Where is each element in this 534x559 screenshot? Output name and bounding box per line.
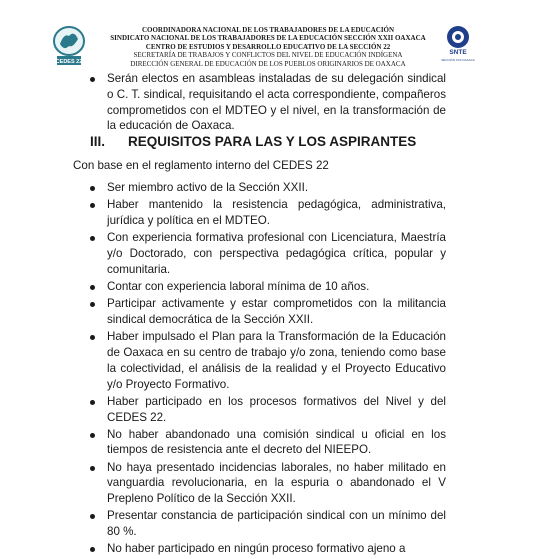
header-line-5: DIRECCIÓN GENERAL DE EDUCACIÓN DE LOS PUEBLOS ORIGINARIOS DE OAXACA [130, 59, 406, 68]
cedes-logo-icon [52, 24, 86, 68]
section-intro: Con base en el reglamento interno del CEDES 22 [73, 159, 329, 172]
snte-logo-text: SNTE [449, 49, 467, 56]
list-item: Serán electos en asambleas instaladas de su delegación sindical o C. T. sindical, requisitando el acta correspondiente, compañeros comprometidos con el MDTEO y el nivel, en la transformación de la educación de Oaxaca. [0, 71, 534, 134]
list-item: Haber mantenido la resistencia pedagógica, administrativa, jurídica y política en el MDTEO. [0, 197, 534, 229]
list-item: Presentar constancia de participación sindical con un mínimo del 80 %. [0, 508, 534, 540]
top-bullet-list [0, 71, 534, 136]
list-item: Haber impulsado el Plan para la Transformación de la Educación de Oaxaca en su centro de trabajo y/o zona, teniendo como base la colectividad, el análisis de la realidad y el Proyecto Educativo y/o Proyecto Formativo. [0, 329, 534, 392]
requirements-list [0, 180, 534, 559]
section-title: REQUISITOS PARA LAS Y LOS ASPIRANTES [128, 134, 417, 149]
list-item: Con experiencia formativa profesional con Licenciatura, Maestría y/o Doctorado, con perspectiva pedagógica crítica, popular y comunitaria. [0, 230, 534, 277]
list-item: Participar activamente y estar comprometidos con la militancia sindical democrática de la Sección XXII. [0, 296, 534, 328]
bullet-icon [90, 335, 95, 340]
list-item: No haber participado en ningún proceso formativo ajeno a [0, 541, 534, 557]
cedes-logo-text: CEDES 22 [55, 59, 83, 65]
list-item: Contar con experiencia laboral mínima de 10 años. [0, 279, 534, 295]
bullet-icon [90, 302, 95, 307]
bullet-icon [90, 433, 95, 438]
bullet-icon [90, 285, 95, 290]
bullet-icon [90, 236, 95, 241]
snte-logo-icon [440, 24, 476, 64]
bullet-icon [90, 203, 95, 208]
bullet-icon [90, 547, 95, 552]
bullet-icon [90, 466, 95, 471]
header-line-3: CENTRO DE ESTUDIOS Y DESARROLLO EDUCATIVO DE LA SECCIÓN 22 [145, 42, 391, 51]
header-line-2: SINDICATO NACIONAL DE LOS TRABAJADORES DE LA EDUCACIÓN SECCIÓN XXII OAXACA [110, 34, 426, 43]
section-heading [90, 134, 416, 149]
bullet-icon [90, 514, 95, 519]
list-item: No haya presentado incidencias laborales, no haber militado en vanguardia revolucionaria, en la espuria o abandonado el V Prepleno Político de la Sección XXII. [0, 460, 534, 507]
list-item: Haber participado en los procesos formativos del Nivel y del CEDES 22. [0, 394, 534, 426]
header-text-block [100, 26, 436, 68]
list-item: No haber abandonado una comisión sindical u oficial en los tiempos de resistencia ante el decreto del NIEEPO. [0, 427, 534, 459]
list-item: Ser miembro activo de la Sección XXII. [0, 180, 534, 196]
snte-logo-subtext: SECCIÓN XXII OAXACA [441, 58, 475, 62]
bullet-icon [90, 400, 95, 405]
bullet-icon [90, 77, 95, 82]
header-line-1: COORDINADORA NACIONAL DE LOS TRABAJADORES DE LA EDUCACIÓN [141, 26, 395, 34]
document-header [0, 16, 534, 76]
section-number: III. [90, 134, 106, 149]
header-line-4: SECRETARÍA DE TRABAJOS Y CONFLICTOS DEL NIVEL DE EDUCACIÓN INDÍGENA [133, 51, 403, 60]
bullet-icon [90, 186, 95, 191]
